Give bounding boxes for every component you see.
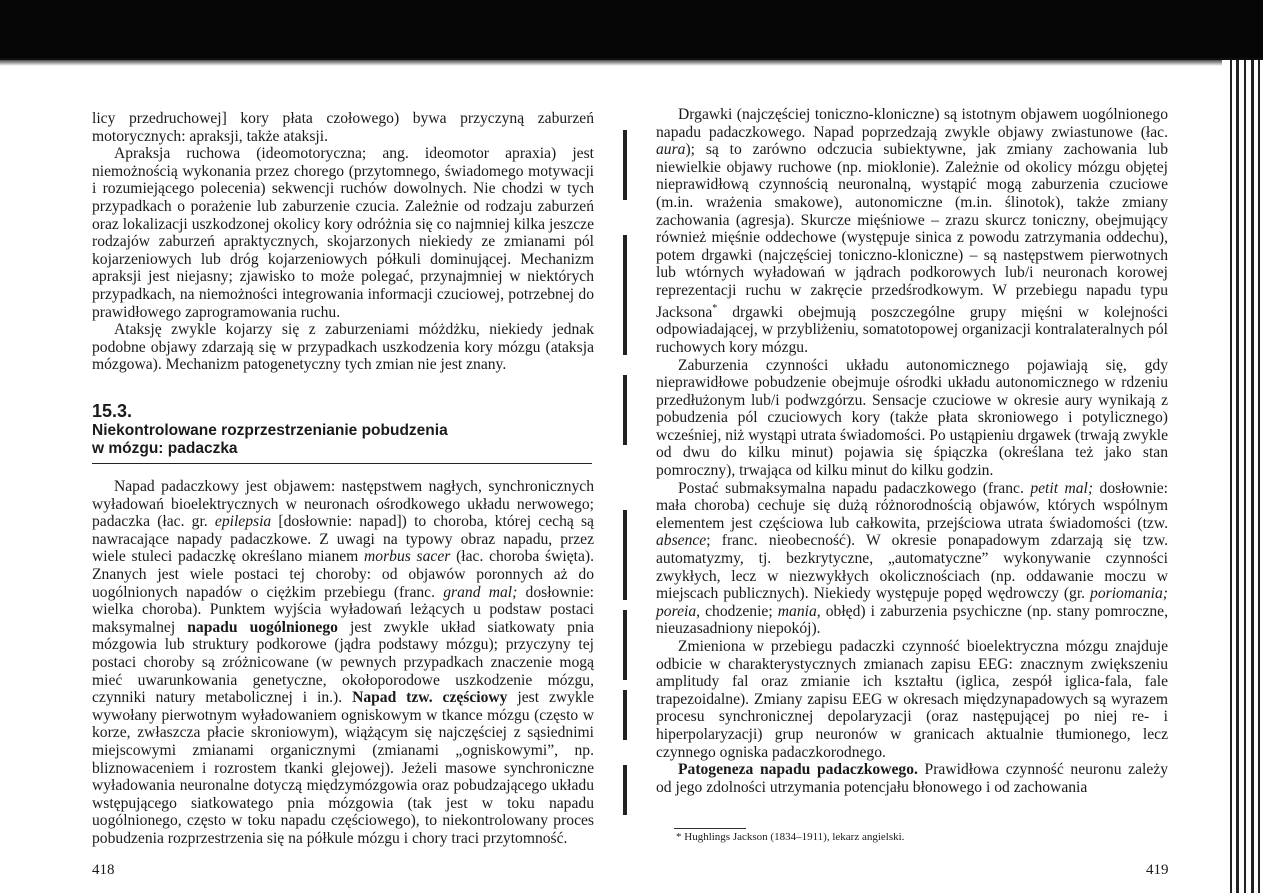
- page-number-left: 418: [92, 862, 115, 878]
- right-page-text: [656, 106, 1168, 796]
- book-page-edges: [1222, 60, 1263, 893]
- paragraph: Patogeneza napadu padaczkowego. Prawidłowa czynność neuronu zależy od jego zdolności utrzymania potencjału błonowego i od zachowania: [656, 761, 1168, 796]
- section-number: 15.3.: [92, 401, 133, 421]
- paragraph: Drgawki (najczęściej toniczno-kloniczne) są istotnym objawem uogólnionego napadu padaczkowego. Napad poprzedzają zwykle objawy zwiastunowe (łac. aura); są to zarówno odczucia subiektywne, jak zmiany zachowania lub niewielkie objawy ruchowe (np. mioklonie). Zależnie od okolicy mózgu objętej nieprawidłową czynnością neuronalną, wystąpić mogą zaburzenia czuciowe (m.in. wrażenia smakowe), autonomiczne (m.in. ślinotok), także zmiany zachowania (agresja). Skurcze mięśniowe – zrazu skurcz toniczny, obejmujący również mięśnie oddechowe (występuje sinica z powodu zatrzymania oddechu), potem drgawki (najczęściej toniczno-kloniczne) – są następstwem pierwotnych lub wtórnych wyładowań w jądrach podkorowych lub/i neuronach korowej reprezentacji ruchu w zakręcie przedśrodkowym. W przebiegu napadu typu Jacksona* drgawki obejmują poszczególne grupy mięśni w kolejności odpowiadającej, w przybliżeniu, somatotopowej organizacji kontralateralnych pól ruchowych kory mózgu.: [656, 106, 1168, 356]
- book-gutter: [618, 90, 634, 850]
- paragraph: Zmieniona w przebiegu padaczki czynność bioelektryczna mózgu znajduje odbicie w charakterystycznych zmianach zapisu EEG: znacznym zwiększeniu amplitudy fal oraz zmianie ich kształtu (iglica, zespół iglica-fala, fale trapezoidalne). Zmiany zapisu EEG w okresach międzynapadowych są wyrazem procesu synchronicznej depolaryzacji (oraz następującej po niej re- i hiperpolaryzacji) grup neuronów w granicach aktualnie tłumionego, lecz czynnego ogniska padaczkorodnego.: [656, 638, 1168, 761]
- paragraph: Ataksję zwykle kojarzy się z zaburzeniami móżdżku, niekiedy jednak podobne objawy zdarzają się w przypadkach uszkodzenia kory mózgu (ataksja mózgowa). Mechanizm patogenetyczny tych zmian nie jest znany.: [92, 321, 594, 374]
- footnote-rule: [674, 828, 746, 829]
- paragraph: Apraksja ruchowa (ideomotoryczna; ang. ideomotor apraxia) jest niemożnością wykonania przez chorego (przytomnego, świadomego motywacji i rozumiejącego polecenia) sekwencji ruchów dowolnych. Nie chodzi w tych przypadkach o porażenie lub zaburzenie czucia. Zależnie od rodzaju zaburzeń oraz lokalizacji uszkodzonej okolicy kory odróżnia się co najmniej kilka jeszcze rodzajów zaburzeń apraktycznych, skojarzonych niekiedy ze zmianami pól kojarzeniowych lub dróg kojarzeniowych półkuli dominującej. Mechanizm apraksji jest niejasny; zjawisko to może polegać, przynajmniej w niektórych przypadkach, na niemożności integrowania informacji czuciowej, potrzebnej do prawidłowego zaprogramowania ruchu.: [92, 145, 594, 321]
- section-title-line2: w mózgu: padaczka: [92, 440, 238, 457]
- scan-top-shadow: [0, 0, 1263, 60]
- section-divider: [92, 463, 592, 464]
- paragraph: Napad padaczkowy jest objawem: następstwem nagłych, synchronicznych wyładowań bioelektrycznych w neuronach ośrodkowego układu nerwowego; padaczka (łac. gr. epilepsia [dosłownie: napad]) to choroba, której cechą są nawracające napady padaczkowe. Z uwagi na typowy obraz napadu, przez wiele stuleci padaczkę określano mianem morbus sacer (łac. choroba święta). Znanych jest wiele postaci tej choroby: od objawów poronnych aż do uogólnionych napadów o ciężkim przebiegu (franc. grand mal; dosłownie: wielka choroba). Punktem wyjścia wyładowań leżących u podstaw postaci maksymalnej napadu uogólnionego jest zwykle układ siatkowaty pnia mózgowia lub struktury podkorowe (jądra podstawy mózgu); przyczyny tej postaci choroby są zróżnicowane (w pewnych przypadkach znaczenie mogą mieć uwarunkowania genetyczne, okołoporodowe uszkodzenie mózgu, czynniki natury metabolicznej i in.). Napad tzw. częściowy jest zwykle wywołany pierwotnym wyładowaniem ogniskowym w tkance mózgu (często w korze, zwłaszcza płacie skroniowym), wiążącym się najczęściej z sąsiednimi miejscowymi zmianami organicznymi (zmianami „ogniskowymi”, np. bliznowaceniem i rozrostem tkanki glejowej). Jeżeli masowe synchroniczne wyładowania neuronalne dotyczą międzymózgowia oraz pobudzającego układu wstępującego siatkowatego pnia mózgowia (tak jest w toku napadu uogólnionego, często w toku napadu częściowego), to niekontrolowany proces pobudzenia rozprzestrzenia się na półkule mózgu i chory traci przytomność.: [92, 478, 594, 847]
- paragraph: Postać submaksymalna napadu padaczkowego (franc. petit mal; dosłownie: mała choroba) cechuje się dużą różnorodnością objawów, których wspólnym elementem jest częściowa lub całkowita, przejściowa utrata świadomości (tzw. absence; franc. nieobecność). W okresie ponapadowym zdarzają się tzw. automatyzmy, tj. bezkrytyczne, „automatyczne” wykonywanie czynności zwykłych, lecz w niezwykłych okolicznościach (np. oddawanie moczu w miejscach publicznych). Niekiedy występuje popęd wędrowczy (gr. poriomania; poreia, chodzenie; mania, obłęd) i zaburzenia psychiczne (np. stany pomroczne, nieuzasadniony niepokój).: [656, 479, 1168, 638]
- page-number-right: 419: [1146, 862, 1169, 878]
- left-page-main-text: [92, 478, 594, 847]
- footnote: * Hughlings Jackson (1834–1911), lekarz angielski.: [676, 831, 905, 843]
- paragraph: licy przedruchowej] kory płata czołowego) bywa przyczyną zaburzeń motorycznych: apraksji, także ataksji.: [92, 110, 594, 145]
- section-title-line1: Niekontrolowane rozprzestrzenianie pobudzenia: [92, 422, 448, 439]
- section-heading: [92, 400, 472, 458]
- paragraph: Zaburzenia czynności układu autonomicznego pojawiają się, gdy nieprawidłowe pobudzenie obejmuje ośrodki układu autonomicznego w rdzeniu przedłużonym lub/i podwzgórzu. Sensacje czuciowe w okresie aury wynikają z pobudzenia pól czuciowych kory (także płata skroniowego i potylicznego) wcześniej, niż wystąpi utrata świadomości. Po ustąpieniu drgawek (trwają zwykle od dwu do kilku minut) pojawia się śpiączka (określana też jako stan pomroczny), trwająca od kilku minut do kilku godzin.: [656, 356, 1168, 480]
- left-page-top-text: [92, 110, 594, 374]
